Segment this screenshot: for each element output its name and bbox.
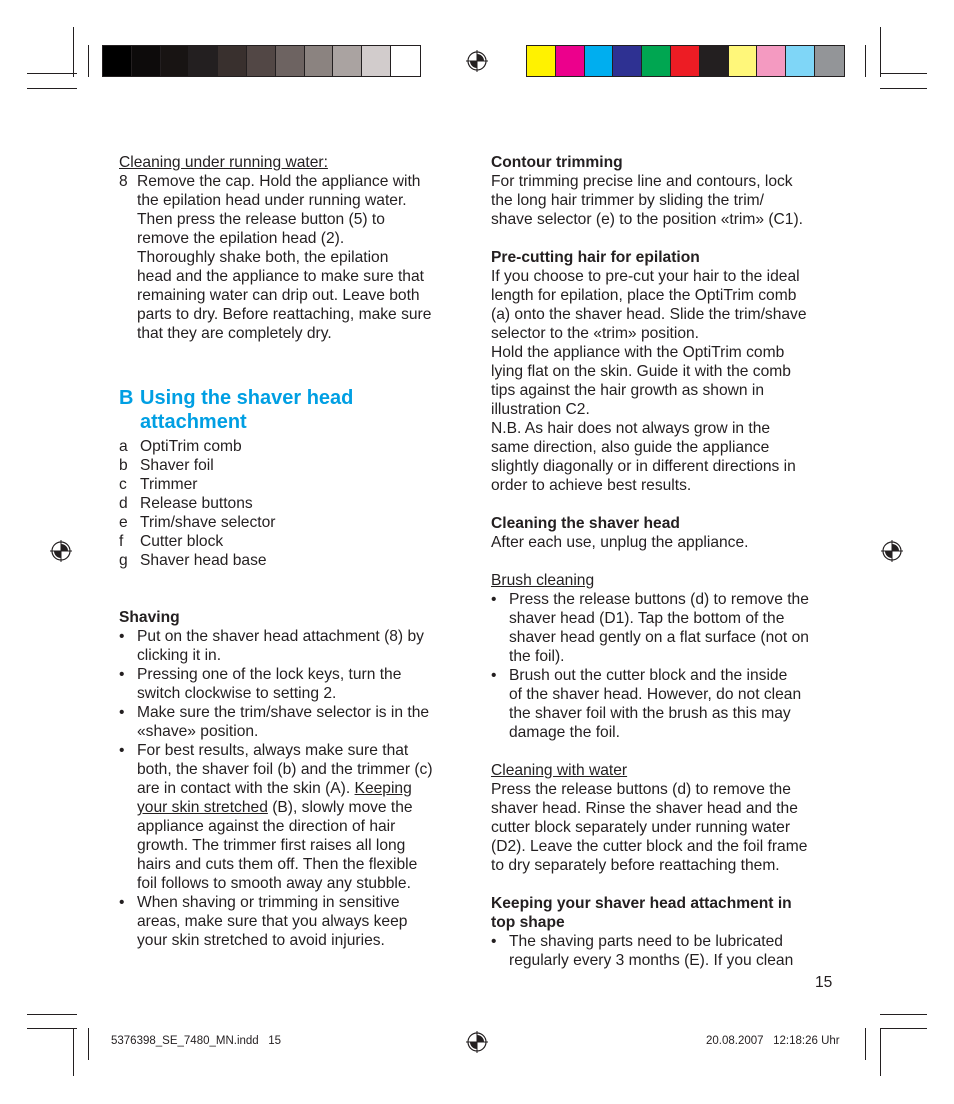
- text-line: tips against the hair growth as shown in: [491, 382, 765, 399]
- crop-mark: [88, 45, 89, 77]
- text-line: growth. The trimmer first raises all long: [137, 837, 406, 854]
- text-line: (a) onto the shaver head. Slide the trim/shave: [491, 306, 807, 323]
- paragraph: [137, 665, 464, 703]
- text-line: to dry separately before reattaching them.: [491, 857, 780, 874]
- list-letter: a: [119, 438, 128, 455]
- text-line: order to achieve best results.: [491, 477, 692, 494]
- color-swatch: [642, 46, 671, 76]
- list-label: Cutter block: [140, 533, 224, 550]
- text-run: (B), slowly move the: [267, 799, 413, 816]
- list-letter: g: [119, 552, 128, 569]
- text-line: parts to dry. Before reattaching, make sure: [137, 306, 432, 323]
- color-swatch: [161, 46, 190, 76]
- crop-mark: [880, 88, 927, 89]
- crop-mark: [88, 1028, 89, 1060]
- registration-mark-icon: [466, 50, 488, 72]
- text-line: hairs and cuts them off. Then the flexible: [137, 856, 418, 873]
- text-line: shaver head gently on a flat surface (not on: [509, 629, 809, 646]
- bullet: •: [119, 628, 125, 645]
- list-label: OptiTrim comb: [140, 438, 242, 455]
- crop-mark: [73, 1028, 74, 1076]
- paragraph: [137, 817, 464, 893]
- text-line: Then press the release button (5) to: [137, 211, 385, 228]
- color-swatch: [218, 46, 247, 76]
- text-line: lying flat on the skin. Guide it with the comb: [491, 363, 791, 380]
- color-swatch: [132, 46, 161, 76]
- text-line: length for epilation, place the OptiTrim comb: [491, 287, 797, 304]
- shaving-bullet-2: [119, 665, 464, 703]
- color-swatch: [729, 46, 758, 76]
- step-8-text: [137, 172, 464, 343]
- color-swatch: [815, 46, 844, 76]
- paragraph: [137, 893, 464, 950]
- registration-mark-icon: [50, 540, 72, 562]
- color-swatch: [189, 46, 218, 76]
- text-line: The shaving parts need to be lubricated: [509, 933, 783, 950]
- color-swatch: [103, 46, 132, 76]
- text-line: For best results, always make sure that: [137, 742, 409, 759]
- paragraph: [491, 267, 841, 495]
- text-line: Put on the shaver head attachment (8) by: [137, 628, 424, 645]
- underlined-text: Keeping: [354, 780, 412, 797]
- text-line: N.B. As hair does not always grow in the: [491, 420, 771, 437]
- shaving-bullet-5: [119, 893, 464, 950]
- text-line: that they are completely dry.: [137, 325, 332, 342]
- text-line: appliance against the direction of hair: [137, 818, 396, 835]
- list-letter: d: [119, 495, 128, 512]
- brush-cleaning-heading: Brush cleaning: [491, 572, 595, 589]
- footer-file-name: 5376398_SE_7480_MN.indd 15: [111, 1035, 282, 1047]
- text-line: clicking it in.: [137, 647, 222, 664]
- list-letter: e: [119, 514, 128, 531]
- color-swatch: [700, 46, 729, 76]
- paragraph: [491, 172, 841, 229]
- list-label: Shaver foil: [140, 457, 214, 474]
- text-line: switch clockwise to setting 2.: [137, 685, 337, 702]
- text-line: head and the appliance to make sure that: [137, 268, 424, 285]
- left-column: [119, 153, 464, 950]
- crop-mark: [73, 27, 74, 77]
- bullet: •: [119, 742, 125, 759]
- text-line: (D2). Leave the cutter block and the foil frame: [491, 838, 808, 855]
- shaving-bullet-4: [119, 741, 464, 893]
- keeping-shape-heading-line-1: Keeping your shaver head attachment in: [491, 895, 792, 912]
- page-number: 15: [815, 974, 833, 991]
- text-line: Pressing one of the lock keys, turn the: [137, 666, 402, 683]
- text-line: [137, 779, 464, 798]
- bullet: •: [491, 591, 497, 608]
- color-swatch: [527, 46, 556, 76]
- list-item: [119, 532, 464, 551]
- list-label: Trim/shave selector: [140, 514, 276, 531]
- text-line: shave selector (e) to the position «trim» (C1).: [491, 211, 804, 228]
- list-item: [119, 437, 464, 456]
- list-letter: f: [119, 533, 124, 550]
- text-line: foil follows to smooth away any stubble.: [137, 875, 411, 892]
- process-color-bar: [526, 45, 845, 77]
- color-swatch: [276, 46, 305, 76]
- text-line: Make sure the trim/shave selector is in the: [137, 704, 430, 721]
- contour-trimming-heading: Contour trimming: [491, 154, 623, 171]
- footer-timestamp: 20.08.2007 12:18:26 Uhr: [706, 1035, 840, 1047]
- registration-mark-icon: [881, 540, 903, 562]
- text-line: Brush out the cutter block and the inside: [509, 667, 788, 684]
- step-8: [119, 172, 464, 343]
- section-letter: B: [119, 387, 134, 409]
- section-title-line-1: Using the shaver head: [140, 387, 354, 409]
- section-title-line-2: attachment: [140, 411, 247, 433]
- text-line: same direction, also guide the appliance: [491, 439, 770, 456]
- text-line: both, the shaver foil (b) and the trimmer (c): [137, 761, 433, 778]
- parts-list: [119, 437, 464, 570]
- list-item: [119, 513, 464, 532]
- color-swatch: [585, 46, 614, 76]
- step-number: 8: [119, 173, 128, 190]
- color-swatch: [757, 46, 786, 76]
- color-swatch: [671, 46, 700, 76]
- bullet: •: [491, 667, 497, 684]
- shaving-bullet-3: [119, 703, 464, 741]
- color-swatch: [305, 46, 334, 76]
- list-label: Trimmer: [140, 476, 198, 493]
- color-swatch: [362, 46, 391, 76]
- text-line: the long hair trimmer by sliding the trim/: [491, 192, 764, 209]
- registration-mark-icon: [466, 1031, 488, 1053]
- paragraph: [509, 932, 841, 970]
- text-line: the epilation head under running water.: [137, 192, 407, 209]
- crop-mark: [865, 1028, 866, 1060]
- pre-cutting-heading: Pre-cutting hair for epilation: [491, 249, 700, 266]
- cleaning-shaver-head-heading: Cleaning the shaver head: [491, 515, 680, 532]
- crop-mark: [880, 1028, 881, 1076]
- cleaning-running-water-heading: Cleaning under running water:: [119, 154, 328, 171]
- text-line: cutter block separately under running water: [491, 819, 791, 836]
- text-run: are in contact with the skin (A).: [137, 780, 355, 797]
- bullet: •: [119, 666, 125, 683]
- text-line: Hold the appliance with the OptiTrim comb: [491, 344, 785, 361]
- crop-mark: [27, 73, 77, 74]
- list-item: [119, 551, 464, 570]
- text-line: For trimming precise line and contours, lock: [491, 173, 793, 190]
- grayscale-color-bar: [102, 45, 421, 77]
- text-line: remaining water can drip out. Leave both: [137, 287, 420, 304]
- keeping-bullet-1: [491, 932, 841, 970]
- text-line: illustration C2.: [491, 401, 590, 418]
- paragraph: [137, 741, 464, 779]
- text-line: When shaving or trimming in sensitive: [137, 894, 400, 911]
- text-line: «shave» position.: [137, 723, 259, 740]
- list-label: Release buttons: [140, 495, 253, 512]
- paragraph: [509, 666, 841, 742]
- text-line: damage the foil.: [509, 724, 620, 741]
- list-item: [119, 456, 464, 475]
- text-line: of the shaver head. However, do not clean: [509, 686, 802, 703]
- text-line: areas, make sure that you always keep: [137, 913, 408, 930]
- text-line: Thoroughly shake both, the epilation: [137, 249, 389, 266]
- shaving-bullet-1: [119, 627, 464, 665]
- paragraph: [137, 703, 464, 741]
- color-swatch: [786, 46, 815, 76]
- bullet: •: [491, 933, 497, 950]
- paragraph-line: After each use, unplug the appliance.: [491, 534, 749, 551]
- text-line: selector to the «trim» position.: [491, 325, 700, 342]
- list-item: [119, 494, 464, 513]
- crop-mark: [27, 1028, 77, 1029]
- text-line: slightly diagonally or in different directions in: [491, 458, 796, 475]
- bullet: •: [119, 704, 125, 721]
- list-letter: b: [119, 457, 128, 474]
- color-swatch: [333, 46, 362, 76]
- paragraph: [509, 590, 841, 666]
- list-letter: c: [119, 476, 127, 493]
- color-swatch: [613, 46, 642, 76]
- crop-mark: [880, 1014, 927, 1015]
- text-line: shaver head. Rinse the shaver head and the: [491, 800, 798, 817]
- bullet: •: [119, 894, 125, 911]
- paragraph: [491, 780, 841, 875]
- cleaning-with-water-heading: Cleaning with water: [491, 762, 628, 779]
- text-line: the foil).: [509, 648, 565, 665]
- brush-bullet-1: [491, 590, 841, 666]
- shaving-heading: Shaving: [119, 609, 180, 626]
- text-line: remove the epilation head (2).: [137, 230, 345, 247]
- crop-mark: [880, 1028, 927, 1029]
- color-swatch: [247, 46, 276, 76]
- section-b-heading: [119, 386, 464, 434]
- crop-mark: [27, 88, 77, 89]
- brush-bullet-2: [491, 666, 841, 742]
- text-line: the shaver foil with the brush as this may: [509, 705, 791, 722]
- underlined-text: your skin stretched: [137, 799, 268, 816]
- list-item: [119, 475, 464, 494]
- right-column: [491, 153, 841, 970]
- text-line: Press the release buttons (d) to remove the: [509, 591, 809, 608]
- color-swatch: [556, 46, 585, 76]
- text-line: If you choose to pre-cut your hair to the ideal: [491, 268, 800, 285]
- text-line: shaver head (D1). Tap the bottom of the: [509, 610, 785, 627]
- text-line: [137, 798, 464, 817]
- text-line: Remove the cap. Hold the appliance with: [137, 173, 421, 190]
- color-swatch: [391, 46, 420, 76]
- text-line: your skin stretched to avoid injuries.: [137, 932, 385, 949]
- crop-mark: [27, 1014, 77, 1015]
- text-line: Press the release buttons (d) to remove the: [491, 781, 791, 798]
- text-line: regularly every 3 months (E). If you clean: [509, 952, 794, 969]
- crop-mark: [865, 45, 866, 77]
- list-label: Shaver head base: [140, 552, 267, 569]
- keeping-shape-heading-line-2: top shape: [491, 914, 565, 931]
- paragraph: [137, 627, 464, 665]
- crop-mark: [880, 27, 881, 77]
- crop-mark: [880, 73, 927, 74]
